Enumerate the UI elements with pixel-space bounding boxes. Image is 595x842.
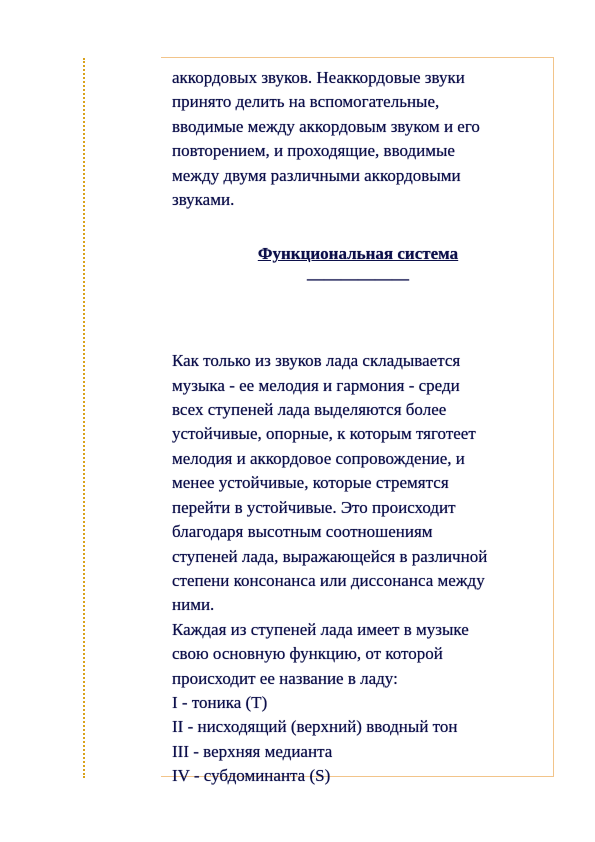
left-dotted-rule [83,58,85,778]
body-paragraph-1: Как только из звуков лада складывается музыка - ее мелодия и гармония - среди всех ступеней лада выделяются более устойчивые, опорные, к которым тяготеет мелодия и аккордовое сопровождение, и менее устойчивые, которые стремятся перейти в устойчивые. Это происходит благодаря высотным соотношениям ступеней лада, выражающейся в различной степени консонанса или диссонанса между ними. [172,351,488,615]
heading-rule: —————— [307,268,409,288]
list-item: IV - субдоминанта (S) [172,766,331,786]
list-item: II - нисходящий (верхний) вводный тон [172,717,458,737]
list-item: III - верхняя медианта [172,741,333,761]
body-paragraph-2: Каждая из ступеней лада имеет в музыке свою основную функцию, от которой происходит ее название в ладу: [172,619,469,688]
page-content [172,66,544,789]
section-heading: Функциональная система [257,244,459,264]
scale-degree-list [172,691,544,789]
section-heading-block [172,242,544,291]
list-item: I - тоника (Т) [172,692,268,712]
intro-paragraph: аккордовых звуков. Неаккордовые звуки принято делить на вспомогательные, вводимые между аккордовым звуком и его повторением, и проходящие, вводимые между двумя различными аккордовыми звуками. [172,68,480,210]
